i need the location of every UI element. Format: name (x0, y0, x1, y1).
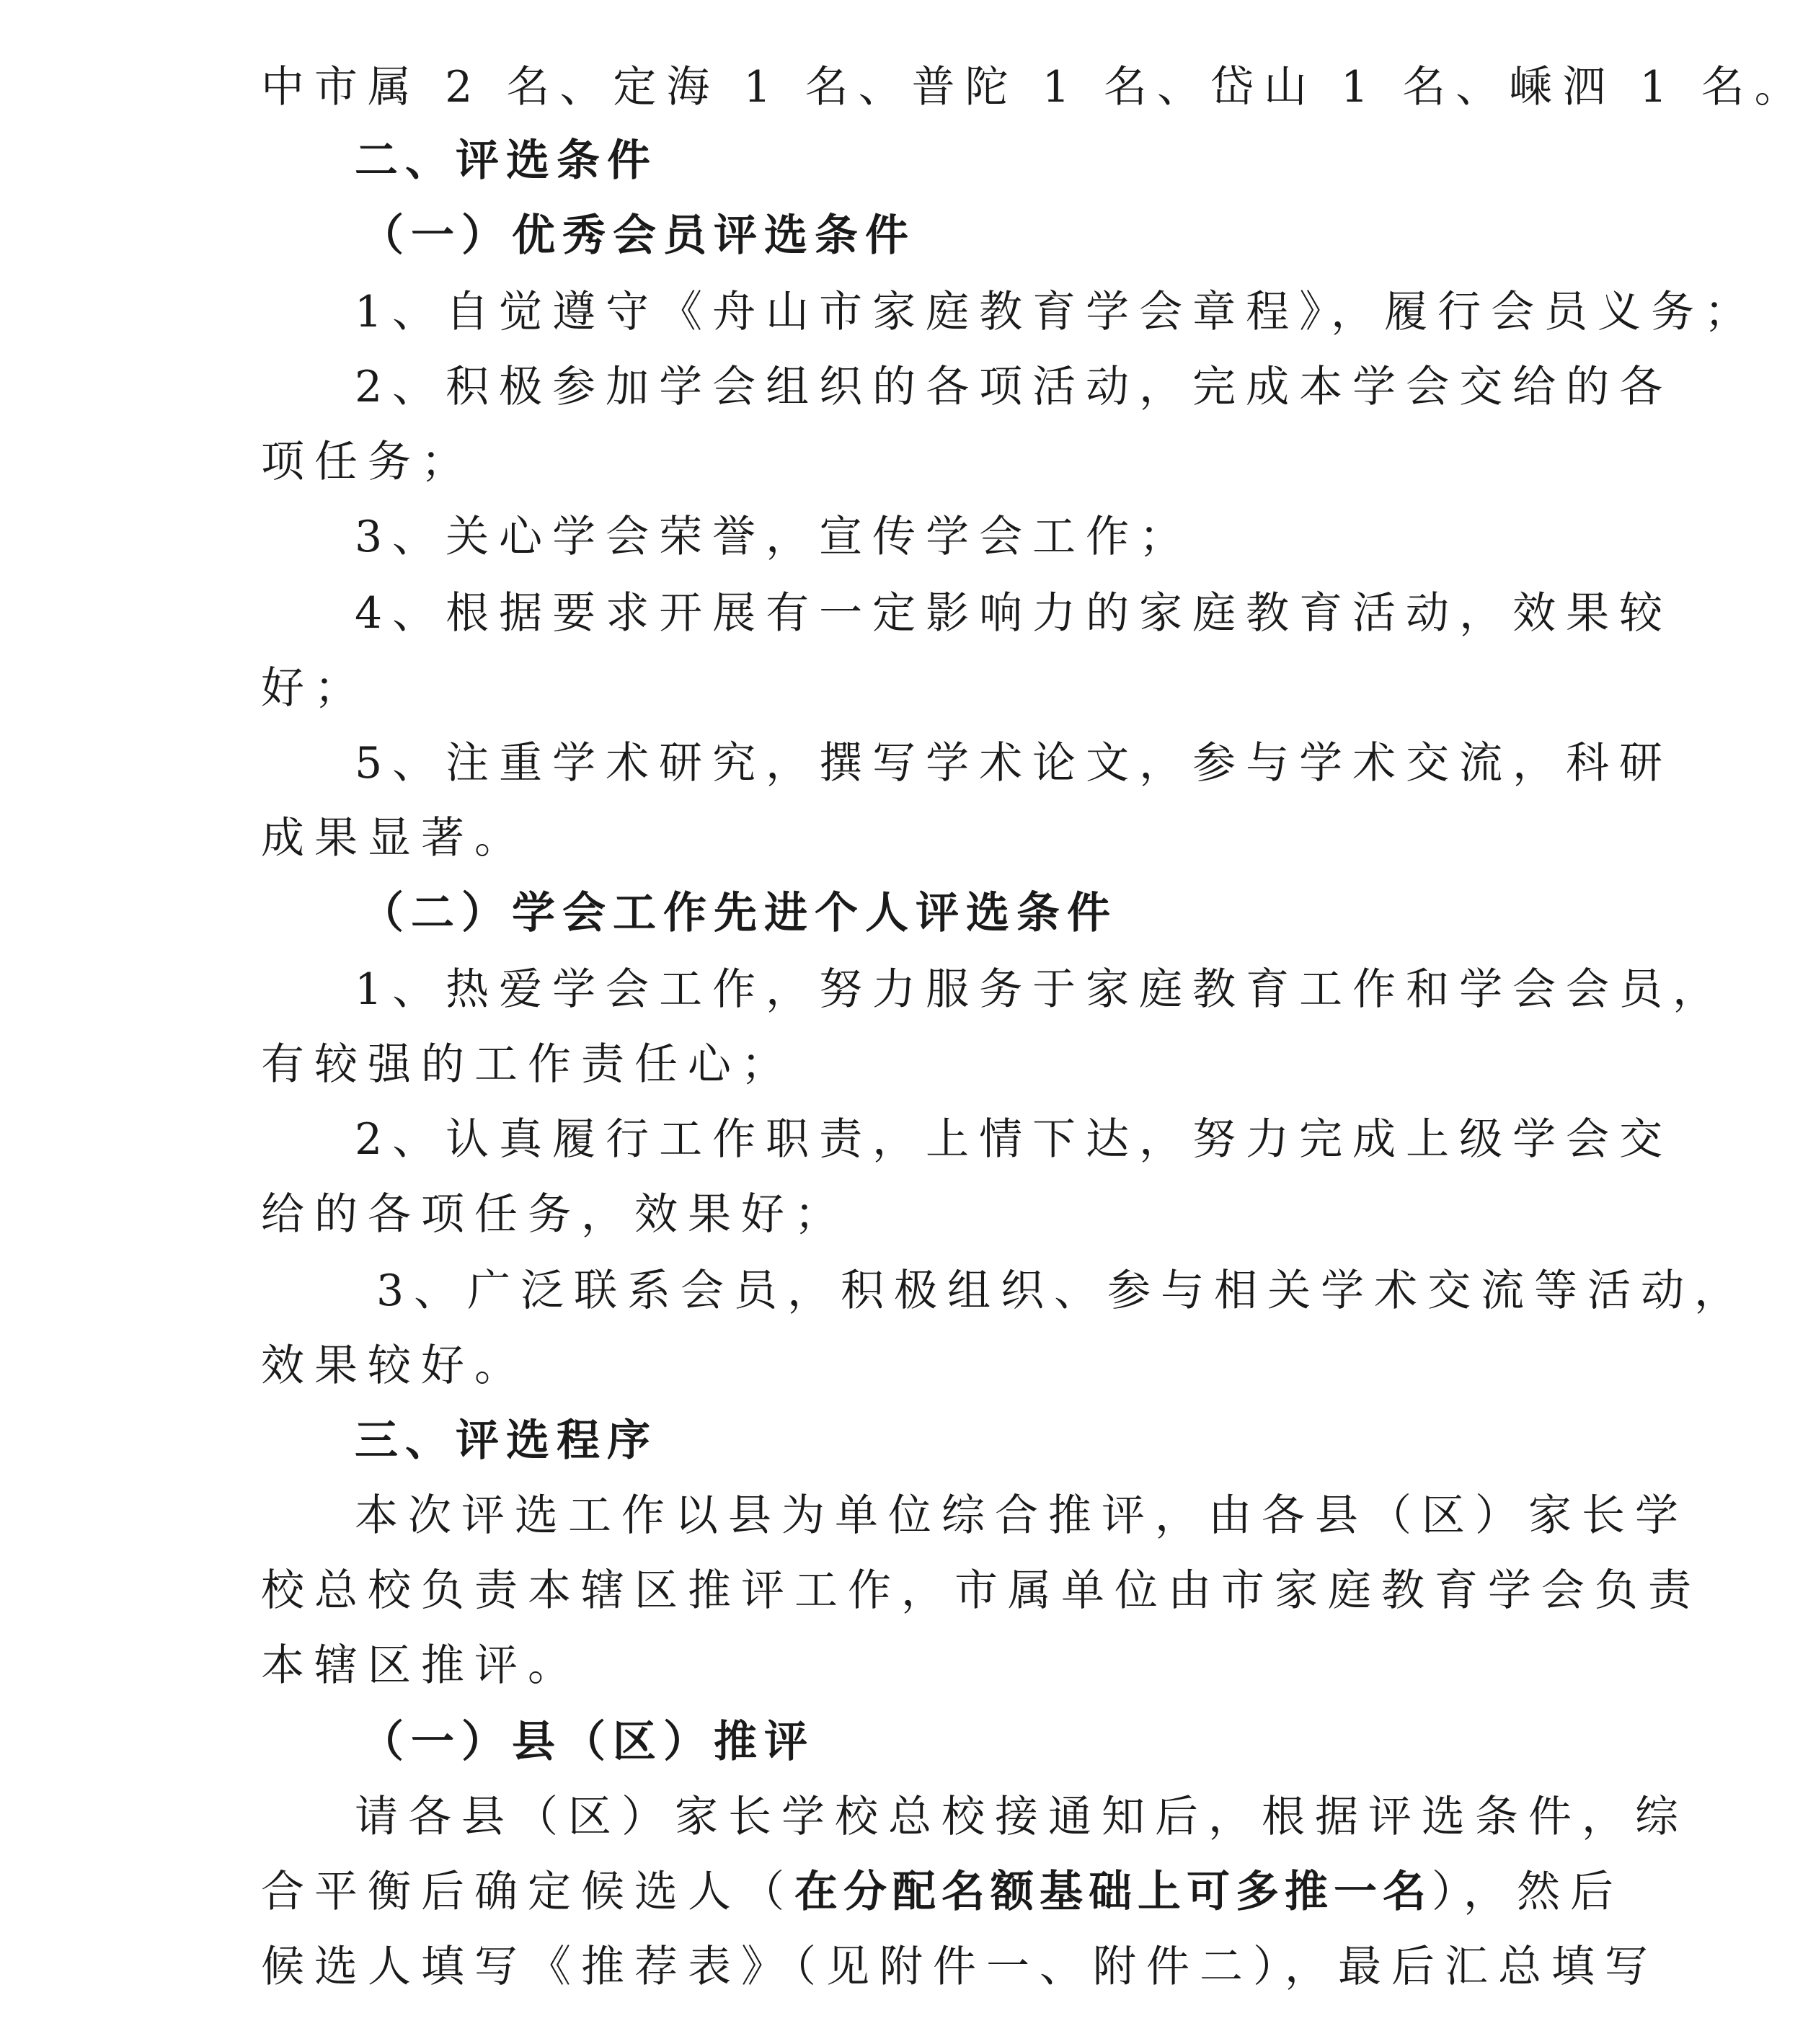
paragraph-line: 请各县（区）家长学校总校接通知后，根据评选条件，综 (355, 1792, 1688, 1842)
paragraph-line: 好； (261, 663, 368, 714)
paragraph-line: 3、广泛联系会员，积极组织、参与相关学术交流等活动， (376, 1266, 1748, 1316)
paragraph-line: 效果较好。 (261, 1341, 528, 1391)
paragraph-line: 1、热爱学会工作，努力服务于家庭教育工作和学会会员， (355, 964, 1727, 1015)
paragraph-line: 候选人填写《推荐表》（见附件一、附件二），最后汇总填写 (261, 1942, 1658, 1992)
paragraph-line: 给的各项任务，效果好； (261, 1189, 848, 1240)
paragraph-line: 4、根据要求开展有一定影响力的家庭教育活动，效果较 (355, 588, 1673, 639)
text-segment: ），然后 (1432, 1867, 1623, 1917)
paragraph-line: 2、认真履行工作职责，上情下达，努力完成上级学会交 (355, 1114, 1673, 1165)
paragraph-line: 项任务； (261, 437, 474, 487)
paragraph-line: 有较强的工作责任心； (261, 1039, 794, 1090)
section-heading-criteria: 二、评选条件 (355, 135, 657, 186)
paragraph-line: 成果显著。 (261, 813, 528, 863)
paragraph-line: 本次评选工作以县为单位综合推评，由各县（区）家长学 (355, 1490, 1688, 1541)
paragraph-line: 本辖区推评。 (261, 1640, 581, 1691)
paragraph-line: 校总校负责本辖区推评工作，市属单位由市家庭教育学会负责 (261, 1565, 1701, 1616)
emphasis-text: 在分配名额基础上可多推一名 (794, 1867, 1432, 1917)
subsection-heading-county: （一）县（区）推评 (360, 1717, 815, 1767)
paragraph-line: 5、注重学术研究，撰写学术论文，参与学术交流，科研 (355, 738, 1673, 788)
paragraph-line: 1、自觉遵守《舟山市家庭教育学会章程》，履行会员义务； (355, 287, 1758, 337)
subsection-heading-advanced: （二）学会工作先进个人评选条件 (360, 888, 1117, 938)
paragraph-line: 中市属 2 名、定海 1 名、普陀 1 名、岱山 1 名、嵊泗 1 名。 (261, 62, 1808, 112)
paragraph-line-mixed (261, 1852, 1623, 1932)
paragraph-line: 3、关心学会荣誉，宣传学会工作； (355, 512, 1193, 562)
paragraph-line: 2、积极参加学会组织的各项活动，完成本学会交给的各 (355, 362, 1673, 412)
section-heading-procedure: 三、评选程序 (355, 1416, 657, 1466)
subsection-heading-member: （一）优秀会员评选条件 (360, 210, 916, 261)
text-segment: 合平衡后确定候选人（ (261, 1867, 794, 1917)
